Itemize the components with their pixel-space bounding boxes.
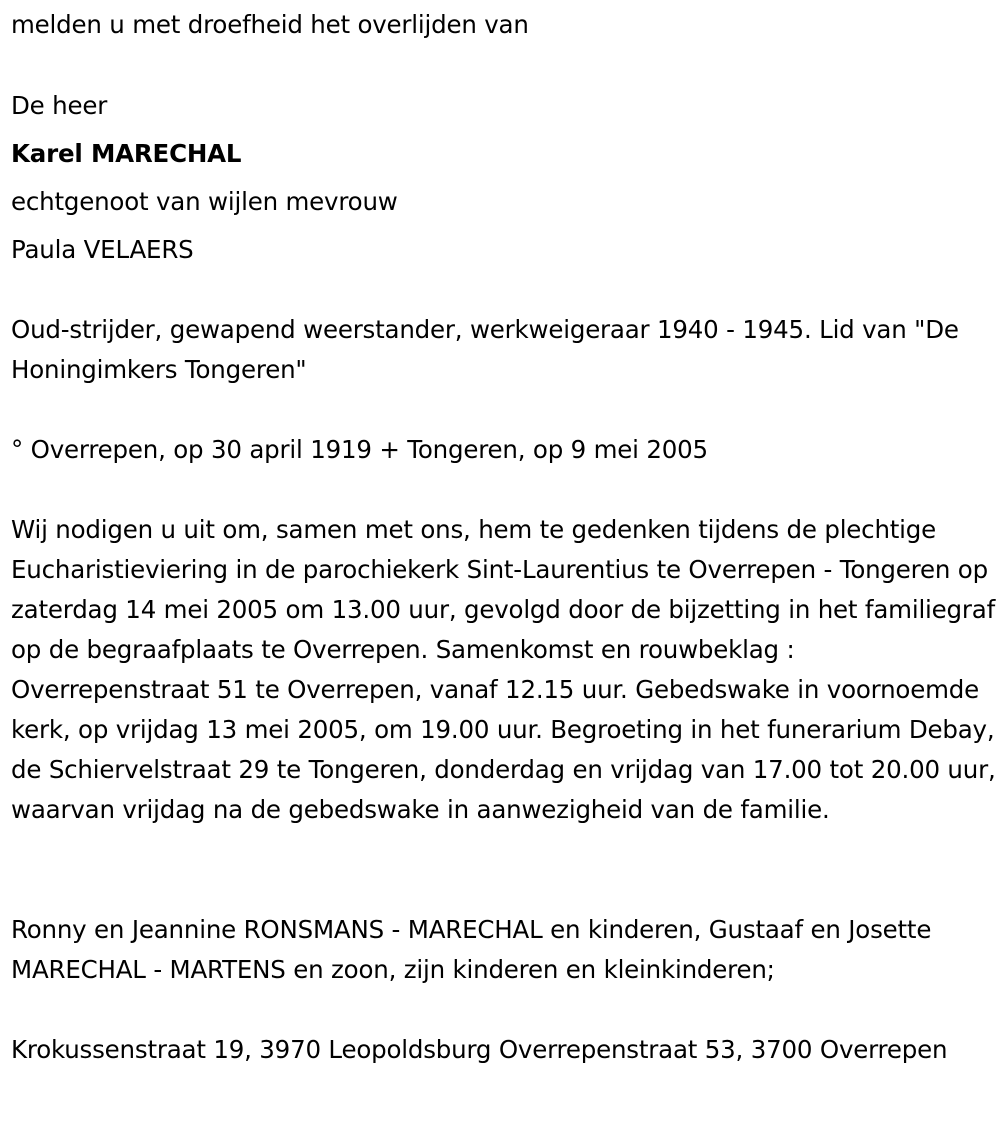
deceased-name: Karel MARECHAL (11, 139, 242, 168)
spouse-name: Paula VELAERS (11, 235, 194, 264)
ceremony-paragraph: Wij nodigen u uit om, samen met ons, hem te gedenken tijdens de plechtige Eucharistieviering in de parochiekerk Sint-Laurentius te Overrepen - Tongeren op zaterdag 14 mei 2005 om 13.00 uur, gevolgd door de bijzetting in het familiegraf op de begraafplaats te Overrepen. Samenkomst en rouwbeklag : Overrepenstraat 51 te Overrepen, vanaf 12.15 uur. Gebedswake in voornoemde kerk, op vrijdag 13 mei 2005, om 19.00 uur. Begroeting in het funerarium Debay, de Schiervelstraat 29 te Tongeren, donderdag en vrijdag van 17.00 tot 20.00 uur, waarvan vrijdag na de gebedswake in aanwezigheid van de familie. (11, 515, 996, 824)
merits-paragraph: Oud-strijder, gewapend weerstander, werkweigeraar 1940 - 1945. Lid van "De Honingimkers Tongeren" (11, 315, 959, 384)
intro-text: melden u met droefheid het overlijden van (11, 10, 529, 39)
spouse-line: echtgenoot van wijlen mevrouw (11, 187, 398, 216)
title-text: De heer (11, 91, 108, 120)
family-paragraph: Ronny en Jeannine RONSMANS - MARECHAL en kinderen, Gustaaf en Josette MARECHAL - MARTENS en zoon, zijn kinderen en kleinkinderen; (11, 915, 932, 984)
birth-death-dates: ° Overrepen, op 30 april 1919 + Tongeren, op 9 mei 2005 (11, 435, 708, 464)
addresses-paragraph: Krokussenstraat 19, 3970 Leopoldsburg Overrepenstraat 53, 3700 Overrepen (11, 1035, 948, 1064)
